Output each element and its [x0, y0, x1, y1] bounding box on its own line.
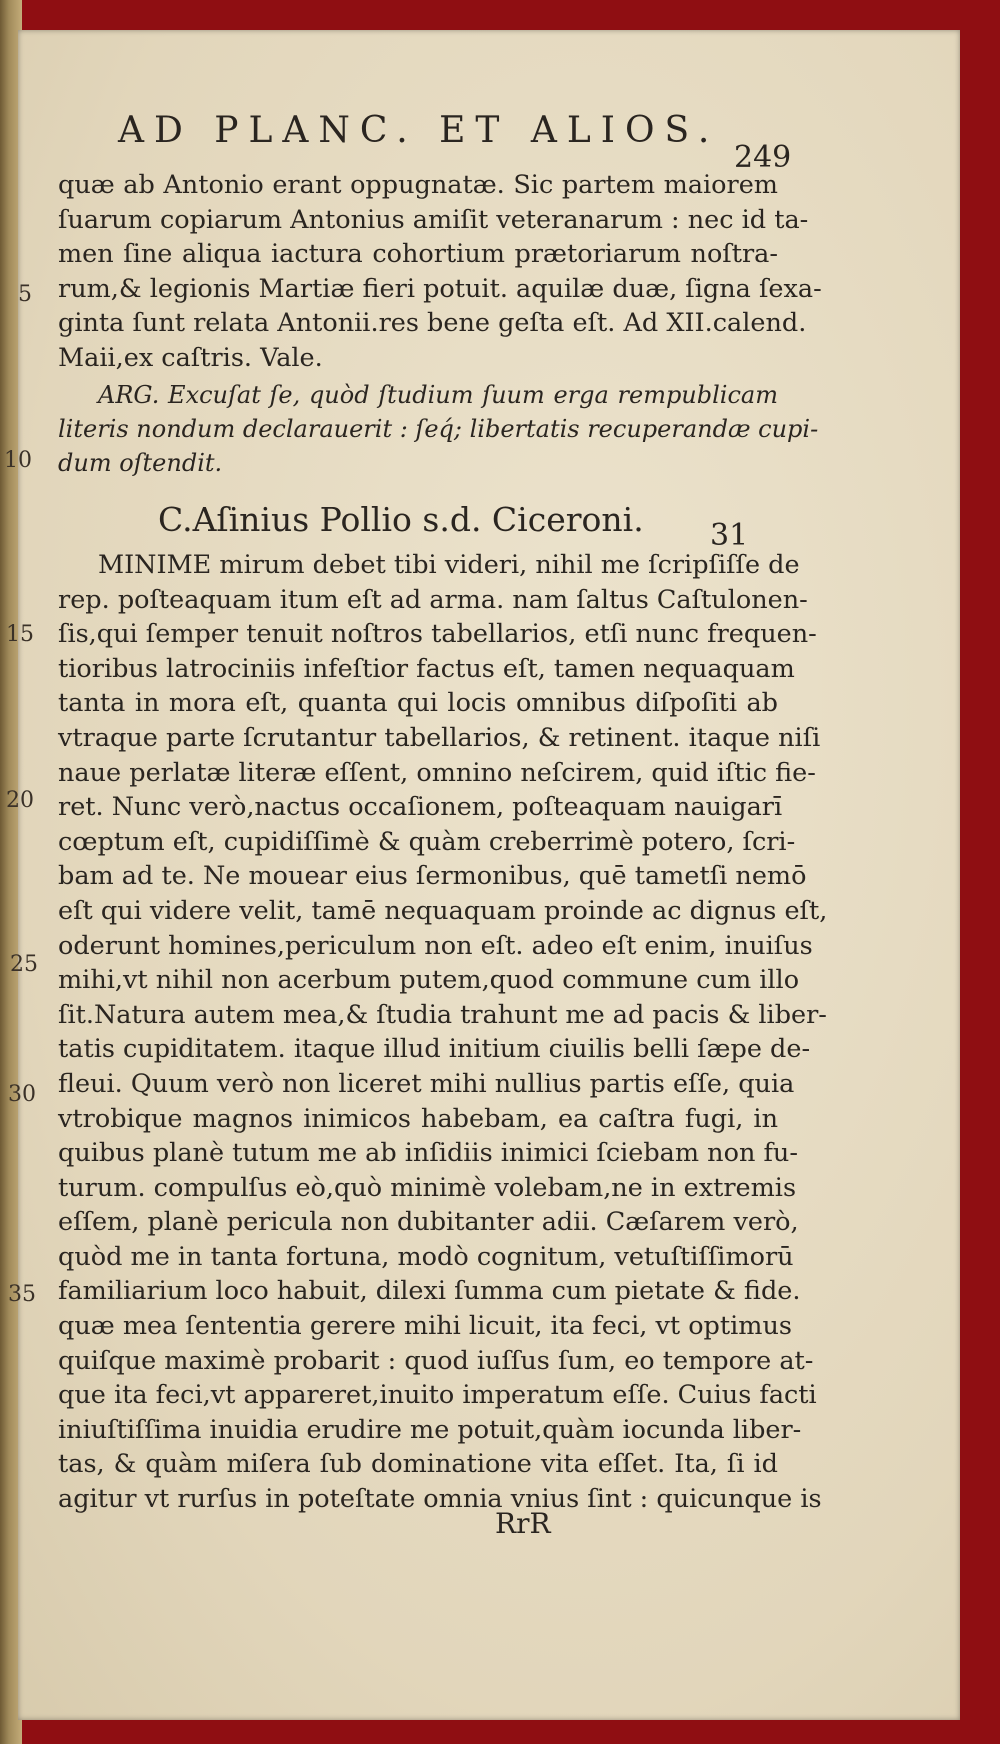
text-line: fleui. Quum verò non liceret mihi nullius partis eſſe, quia: [58, 1068, 795, 1099]
line-number: 15: [6, 622, 34, 647]
line-number: 25: [10, 952, 38, 977]
letter-heading: C.Aſinius Pollio s.d. Ciceroni.: [158, 500, 644, 539]
argument-summary: [58, 378, 819, 480]
text-line: familiarium loco habuit, dilexi ſumma cum pietate & fide.: [58, 1276, 801, 1307]
text-line: vtrobique magnos inimicos habebam, ea caſtra fugi, in: [58, 1103, 778, 1134]
body-top: [58, 168, 822, 376]
text-line: MINIME mirum debet tibi videri, nihil me ſcripſiſſe de: [98, 550, 800, 580]
text-line: bam ad te. Ne mouear eius ſermonibus, quē tametſi nemō: [58, 861, 807, 892]
text-line: eſſem, planè pericula non dubitanter adii. Cæſarem verò,: [58, 1207, 799, 1238]
text-line: eſt qui videre velit, tamē nequaquam proinde ac dignus eſt,: [58, 895, 828, 926]
text-line: ginta ſunt relata Antonii.res bene geſta eſt. Ad XII.calend.: [58, 308, 807, 339]
text-line: ret. Nunc verò,nactus occaſionem, poſteaquam nauigarī: [58, 792, 783, 823]
text-line: que ita feci,vt appareret,inuito imperatum eſſe. Cuius facti: [58, 1380, 817, 1411]
text-line: quæ ab Antonio erant oppugnatæ. Sic partem maiorem: [58, 170, 778, 200]
text-line: rum,& legionis Martiæ fieri potuit. aquilæ duæ, ſigna ſexa-: [58, 273, 822, 304]
running-title: AD PLANC. ET ALIOS.: [118, 110, 720, 151]
text-line: quiſque maximè probarit : quod iuſſus ſum, eo tempore at-: [58, 1345, 814, 1376]
text-line: vtraque parte ſcrutantur tabellarios, & retinent. itaque niſi: [58, 722, 821, 753]
text-line: rep. poſteaquam itum eſt ad arma. nam ſaltus Caſtulonen-: [58, 584, 808, 615]
argument-line: ARG. Excuſat ſe, quòd ſtudium ſuum erga rempublicam: [98, 381, 778, 409]
text-line: tatis cupiditatem. itaque illud initium ciuilis belli ſæpe de-: [58, 1034, 811, 1065]
text-line: Maii,ex caſtris. Vale.: [58, 342, 323, 373]
text-line: iniuſtiſſima inuidia erudire me potuit,quàm iocunda liber-: [58, 1414, 802, 1445]
text-line: oderunt homines,periculum non eſt. adeo eſt enim, inuiſus: [58, 930, 813, 961]
argument-line: dum oſtendit.: [58, 449, 223, 477]
line-number: 10: [4, 448, 32, 473]
argument-line: literis nondum declarauerit : ſeq́; libertatis recuperandæ cupi-: [58, 415, 819, 443]
text-line: tioribus latrociniis infeſtior factus eſt, tamen nequaquam: [58, 653, 795, 684]
text-line: ſis,qui ſemper tenuit noſtros tabellarios, etſi nunc frequen-: [58, 619, 817, 650]
text-line: agitur vt rurſus in poteſtate omnia vnius ſint : quicunque is: [58, 1484, 822, 1515]
text-line: quæ mea ſententia gerere mihi licuit, ita feci, vt optimus: [58, 1311, 792, 1342]
text-line: tas, & quàm miſera ſub dominatione vita eſſet. Ita, ſi id: [58, 1449, 778, 1480]
page-number: 249: [734, 140, 792, 175]
line-number: 35: [8, 1282, 36, 1307]
text-line: cœptum eſt, cupidiſſimè & quàm creberrimè potero, ſcri-: [58, 826, 796, 857]
text-line: ſuarum copiarum Antonius amiſit veteranarum : nec id ta-: [58, 204, 809, 235]
book-page: [18, 30, 960, 1720]
text-line: ſit.Natura autem mea,& ſtudia trahunt me ad pacis & liber-: [58, 999, 827, 1030]
text-line: quibus planè tutum me ab inſidiis inimici ſciebam non fu-: [58, 1138, 798, 1169]
line-number: 20: [6, 788, 34, 813]
line-number: 5: [18, 282, 32, 307]
text-line: naue perlatæ literæ eſſent, omnino neſcirem, quid iſtic fie-: [58, 757, 816, 788]
text-line: mihi,vt nihil non acerbum putem,quod commune cum illo: [58, 965, 800, 996]
line-number: 30: [8, 1082, 36, 1107]
signature-mark: RrR: [495, 1507, 551, 1540]
letter-body: [58, 548, 828, 1517]
text-line: quòd me in tanta fortuna, modò cognitum, vetuſtiſſimorū: [58, 1241, 794, 1272]
text-line: turum. compulſus eò,quò minimè volebam,ne in extremis: [58, 1172, 797, 1203]
text-line: tanta in mora eſt, quanta qui locis omnibus diſpoſiti ab: [58, 688, 778, 719]
text-line: men ſine aliqua iactura cohortium prætoriarum noſtra-: [58, 239, 778, 270]
letter-number: 31: [710, 518, 749, 553]
